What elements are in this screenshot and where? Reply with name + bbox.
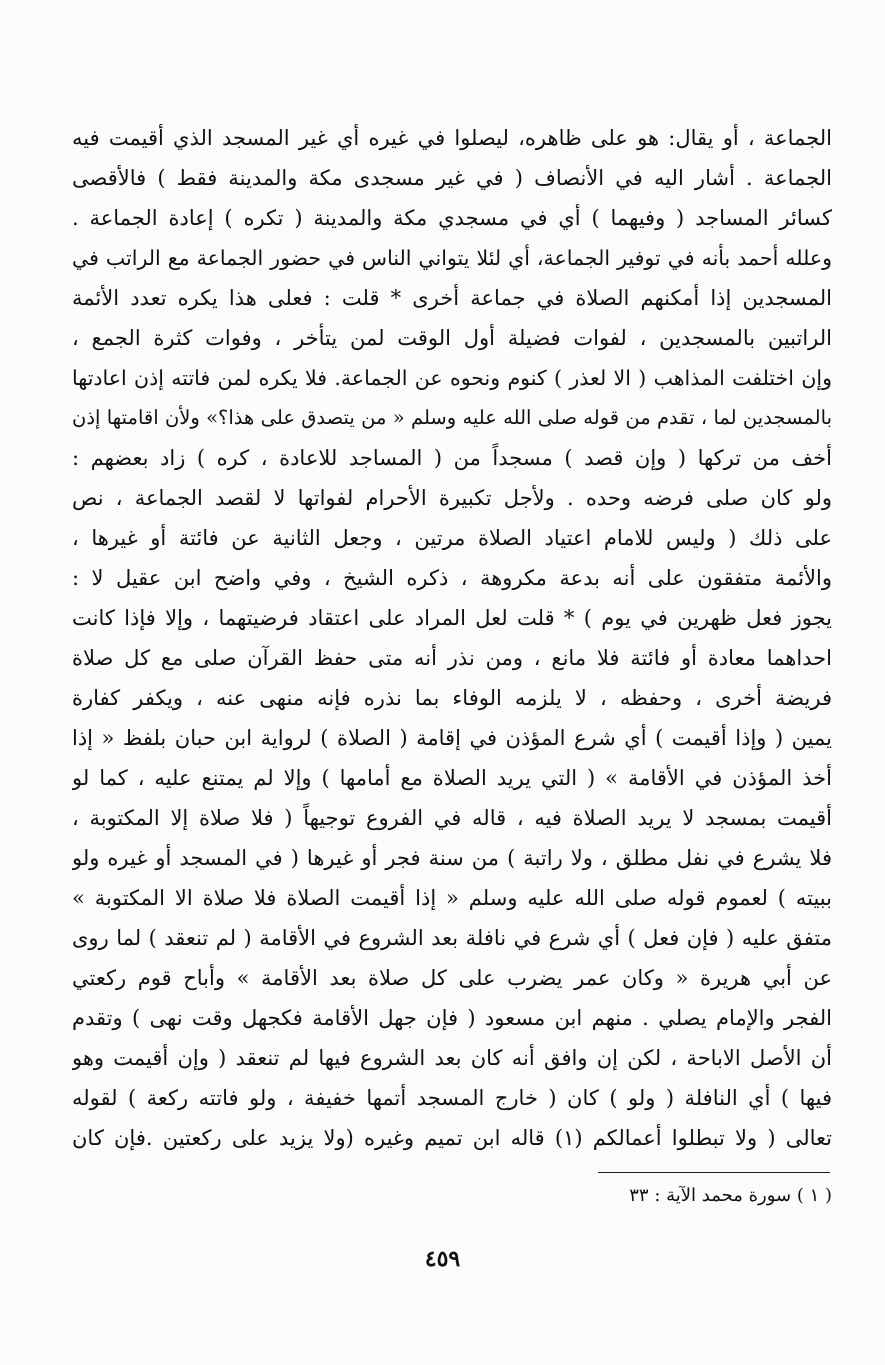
text-line: والأئمة متفقون على أنه بدعة مكروهة ، ذكره الشيخ ، وفي واضح ابن عقيل لا : — [72, 566, 832, 590]
footnote: ( ١ ) سورة محمد الآية : ٣٣ — [629, 1185, 832, 1206]
text-line: الجماعة ، أو يقال: هو على ظاهره، ليصلوا في غيره أي غير المسجد الذي أقيمت فيه — [72, 126, 832, 150]
text-line: يمين ( وإذا أقيمت ) أي شرع المؤذن في إقامة ( الصلاة ) لرواية ابن حبان بلفظ « إذا — [72, 726, 832, 750]
text-line: ولو كان صلى فرضه وحده . ولأجل تكبيرة الأحرام لفواتها لا لقصد الجماعة ، نص — [72, 486, 832, 510]
text-line: الجماعة . أشار اليه في الأنصاف ( في غير مسجدى مكة والمدينة فقط ) فالأقصى — [72, 166, 832, 190]
body-text — [72, 118, 832, 1158]
text-line: أن الأصل الاباحة ، لكن إن وافق أنه كان بعد الشروع فيها لم تنعقد ( وإن أقيمت وهو — [72, 1046, 832, 1070]
text-line: أخف من تركها ( وإن قصد ) مسجداً من ( المساجد للاعادة ، كره ) زاد بعضهم : — [72, 446, 832, 470]
text-line: متفق عليه ( فإن فعل ) أي شرع في نافلة بعد الشروع في الأقامة ( لم تنعقد ) لما روى — [72, 926, 832, 950]
text-line: أخذ المؤذن في الأقامة » ( التي يريد الصلاة مع أمامها ) وإلا لم يمتنع عليه ، كما لو — [72, 766, 832, 790]
text-line: الفجر والإمام يصلي . منهم ابن مسعود ( فإن جهل الأقامة فكجهل وقت نهى ) وتقدم — [72, 1006, 832, 1030]
text-line: على ذلك ( وليس للامام اعتياد الصلاة مرتين ، وجعل الثانية عن فائتة أو غيرها ، — [72, 526, 832, 550]
page-number: ٤٥٩ — [424, 1246, 461, 1272]
text-line: وإن اختلفت المذاهب ( الا لعذر ) كنوم ونحوه عن الجماعة. فلا يكره لمن فاتته إذن اعادتها — [72, 366, 832, 390]
text-line: فلا يشرع في نفل مطلق ، ولا راتبة ) من سنة فجر أو غيرها ( في المسجد أو غيره ولو — [72, 846, 832, 870]
text-line: يجوز فعل ظهرين في يوم ) * قلت لعل المراد على اعتقاد فرضيتهما ، وإلا فإذا كانت — [72, 606, 832, 630]
text-line: بالمسجدين لما ، تقدم من قوله صلى الله عليه وسلم « من يتصدق على هذا؟» ولأن اقامتها إذن — [72, 406, 832, 429]
text-line: تعالى ( ولا تبطلوا أعمالكم (١) قاله ابن تميم وغيره (ولا يزيد على ركعتين .فإن كان — [72, 1126, 832, 1150]
text-line: وعلله أحمد بأنه في توفير الجماعة، أي لئلا يتواني الناس في حضور الجماعة مع الراتب في — [72, 246, 832, 270]
text-line: كسائر المساجد ( وفيهما ) أي في مسجدي مكة والمدينة ( تكره ) إعادة الجماعة . — [72, 206, 832, 230]
text-line: المسجدين إذا أمكنهم الصلاة في جماعة أخرى * قلت : فعلى هذا يكره تعدد الأئمة — [72, 286, 832, 310]
text-line: فريضة أخرى ، وحفظه ، لا يلزمه الوفاء بما نذره فإنه منهى عنه ، ويكفر كفارة — [72, 686, 832, 710]
text-line: احداهما معادة أو فائتة فلا مانع ، ومن نذر أنه متى حفظ القرآن صلى مع كل صلاة — [72, 646, 832, 670]
text-line: الراتبين بالمسجدين ، لفوات فضيلة أول الوقت لمن يتأخر ، وفوات كثرة الجمع ، — [72, 326, 832, 350]
footnote-divider — [598, 1172, 830, 1173]
text-line: عن أبي هريرة « وكان عمر يضرب على كل صلاة بعد الأقامة » وأباح قوم ركعتي — [72, 966, 832, 990]
text-line: ببيته ) لعموم قوله صلى الله عليه وسلم « إذا أقيمت الصلاة فلا صلاة الا المكتوبة » — [72, 886, 832, 910]
text-line: فيها ) أي النافلة ( ولو ) كان ( خارج المسجد أتمها خفيفة ، ولو فاتته ركعة ) لقوله — [72, 1086, 832, 1110]
text-line: أقيمت بمسجد لا يريد الصلاة فيه ، قاله في الفروع توجيهاً ( فلا صلاة إلا المكتوبة ، — [72, 806, 832, 830]
